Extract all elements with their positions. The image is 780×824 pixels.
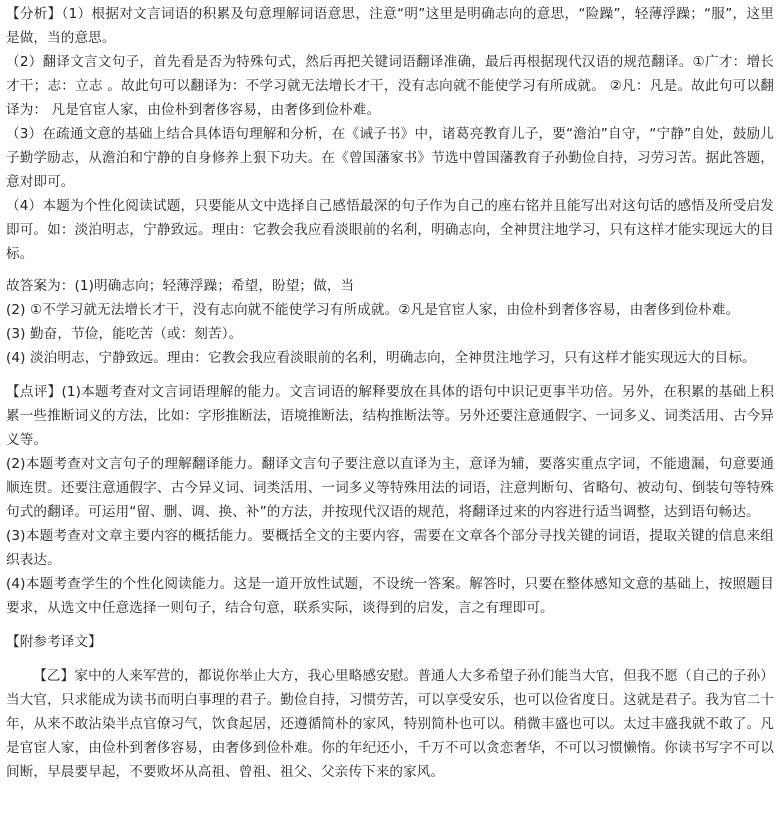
spacer xyxy=(6,370,774,380)
analysis-paragraph-2: （2）翻译文言文句子，首先看是否为特殊句式，然后再把关键词语翻译准确，最后再根据现代汉语的规范翻译。①广才：增长才干；志：立志 。故此句可以翻译为：不学习就无法增长才干，没有志向就不能使学习有所成就。 ②凡：凡是。故此句可以翻译为： 凡是官宦人家，由俭朴到奢侈容易，由奢侈到俭朴难。 xyxy=(6,54,774,118)
answer-line-4: (4) 淡泊明志，宁静致远。理由：它教会我应看淡眼前的名利，明确志向，全神贯注地学习，只有这样才能实现远大的目标。 xyxy=(6,350,756,366)
spacer xyxy=(6,266,774,274)
analysis-paragraph-1: 【分析】（1）根据对文言词语的积累及句意理解词语意思，注意“明”这里是明确志向的意思，“险躁”，轻薄浮躁；“服”，这里是做，当的意思。 xyxy=(6,6,774,46)
spacer xyxy=(6,654,774,664)
comment-paragraph-2: (2)本题考查对文言句子的理解翻译能力。翻译文言句子要注意以直译为主，意译为辅，要落实重点字词，不能遗漏，句意要通顺连贯。还要注意通假字、古今异义词、词类活用、一词多义等特殊用法的词语，注意判断句、省略句、被动句、倒装句等特殊句式的翻译。可运用“留、删、调、换、补”的方法，并按现代汉语的规范，将翻译过来的内容进行适当调整，达到语句畅达。 xyxy=(6,456,774,520)
answer-line-3: (3) 勤奋，节俭，能吃苦（或：刻苦）。 xyxy=(6,326,243,342)
translation-heading: 【附参考译文】 xyxy=(6,634,102,650)
analysis-paragraph-4: （4）本题为个性化阅读试题，只要能从文中选择自己感悟最深的句子作为自己的座右铭并且能写出对这句话的感悟及所受启发即可。如：淡泊明志，宁静致远。理由：它教会我应看淡眼前的名利，明确志向，全神贯注地学习，只有这样才能实现远大的目标。 xyxy=(6,198,774,262)
answer-line-2: (2) ①不学习就无法增长才干，没有志向就不能使学习有所成就。②凡是官宦人家，由俭朴到奢侈容易，由奢侈到俭朴难。 xyxy=(6,302,740,318)
comment-paragraph-4: (4)本题考查学生的个性化阅读能力。这是一道开放性试题，不设统一答案。解答时，只要在整体感知文意的基础上，按照题目要求，从选文中任意选择一则句子，结合句意，联系实际，谈得到的启发，言之有理即可。 xyxy=(6,576,774,616)
spacer xyxy=(6,620,774,630)
comment-paragraph-1: 【点评】(1)本题考查对文言词语理解的能力。文言词语的解释要放在具体的语句中识记更事半功倍。另外，在积累的基础上积累一些推断词义的方法，比如：字形推断法，语境推断法，结构推断法等。另外还要注意通假字、一词多义、词类活用、古今异义等。 xyxy=(6,384,774,448)
analysis-paragraph-3: （3）在疏通文意的基础上结合具体语句理解和分析，在《诫子书》中，诸葛亮教育儿子，要“澹泊”自守，“宁静”自处，鼓励儿子勤学励志，从澹泊和宁静的自身修养上狠下功夫。在《曾国藩家书》节选中曾国藩教育子孙勤俭自持，习劳习苦。据此答题，意对即可。 xyxy=(6,126,774,190)
translation-body: 【乙】家中的人来军营的，都说你举止大方，我心里略感安慰。普通人大多希望子孙们能当大官，但我不愿（自己的子孙）当大官，只求能成为读书而明白事理的君子。勤俭自持，习惯劳苦，可以享受安乐，也可以俭省度日。这就是君子。我为官二十年，从来不敢沾染半点官僚习气，饮食起居，还遵循简朴的家风，特别简朴也可以。稍微丰盛也可以。太过丰盛我就不敢了。凡是官宦人家，由俭朴到奢侈容易，由奢侈到俭朴难。你的年纪还小，千万不可以贪恋奢华，不可以习惯懒惰。你读书写字不可以间断，早晨要早起，不要败坏从高祖、曾祖、祖父、父亲传下来的家风。 xyxy=(6,668,774,780)
comment-paragraph-3: (3)本题考查对文章主要内容的概括能力。要概括全文的主要内容，需要在文章各个部分寻找关键的词语，提取关键的信息来组织表达。 xyxy=(6,528,774,568)
answer-line-1: 故答案为：(1)明确志向；轻薄浮躁；希望，盼望；做，当 xyxy=(6,278,355,294)
